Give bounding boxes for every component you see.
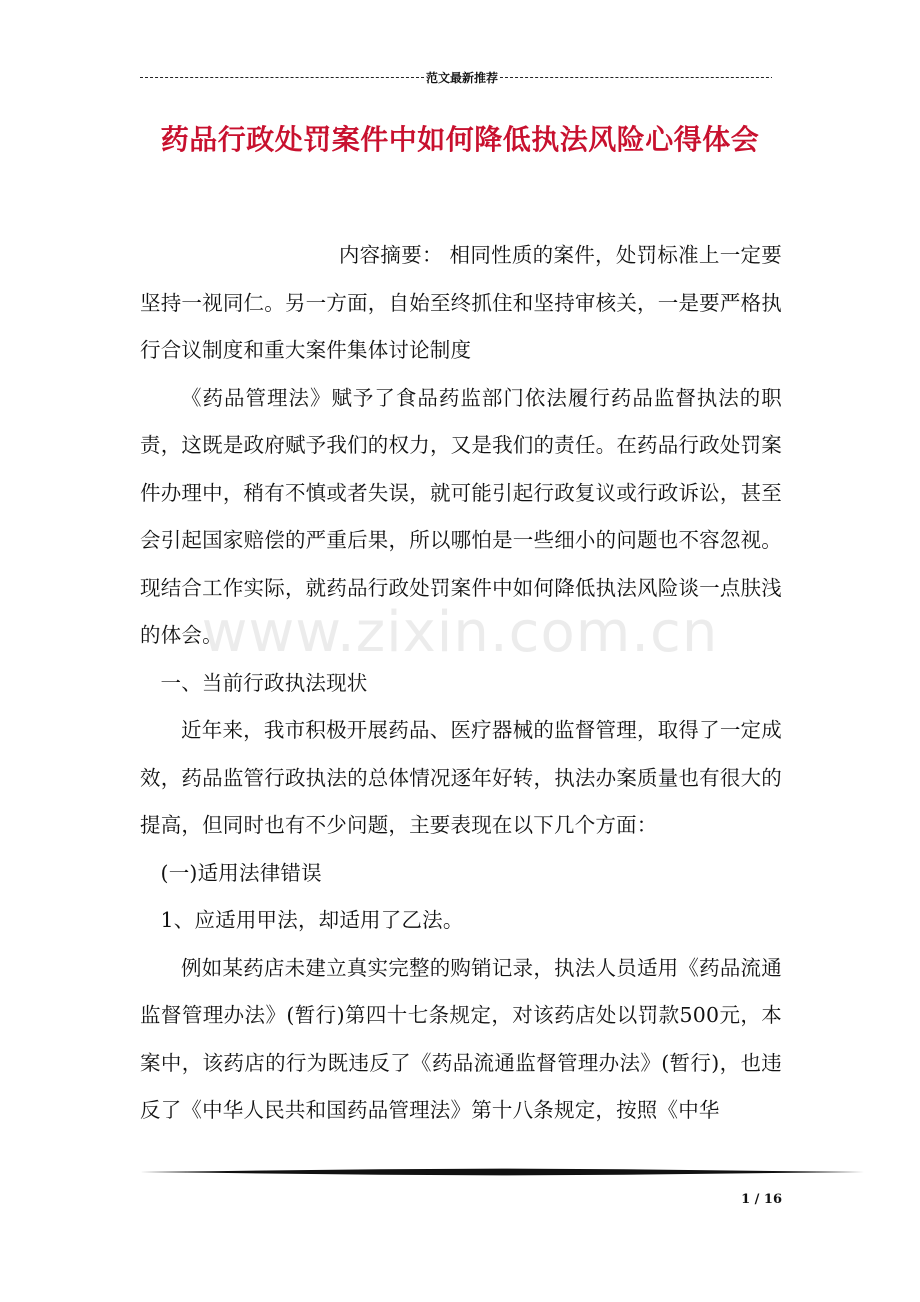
item-heading: 1、应适用甲法，却适用了乙法。: [160, 908, 464, 932]
page-number: 1 / 16: [741, 1192, 782, 1207]
header-label: 范文最新推荐: [426, 70, 499, 85]
document-title: 药品行政处罚案件中如何降低执法风险心得体会: [160, 123, 760, 156]
body-paragraph: 例如某药店未建立真实完整的购销记录，执法人员适用《药品流通监督管理办法》(暂行)第四十七条规定，对该药店处以罚款500元，本案中，该药店的行为既违反了《药品流通监督管理办法》(暂行)，也违反了《中华人民共和国药品管理法》第十八条规定，按照《中华: [140, 955, 782, 1122]
subsection-heading: (一)适用法律错误: [160, 860, 322, 885]
header-banner: [140, 66, 772, 88]
footer-divider: [140, 1168, 864, 1176]
header-dash-left: [140, 77, 424, 78]
section-heading: 一、当前行政执法现状: [160, 670, 368, 695]
watermark-text: www.zixin.com.cn: [201, 600, 719, 665]
document-body: [140, 232, 782, 1135]
summary-paragraph: 内容摘要： 相同性质的案件，处罚标准上一定要坚持一视同仁。另一方面，自始至终抓住和坚持审核关，一是要严格执行合议制度和重大案件集体讨论制度: [140, 243, 782, 362]
header-dash-right: [500, 77, 772, 78]
body-paragraph: 近年来，我市积极开展药品、医疗器械的监督管理，取得了一定成效，药品监管行政执法的总体情况逐年好转，执法办案质量也有很大的提高，但同时也有不少问题，主要表现在以下几个方面：: [140, 718, 782, 837]
body-paragraph: 《药品管理法》赋予了食品药监部门依法履行药品监督执法的职责，这既是政府赋予我们的权力，又是我们的责任。在药品行政处罚案件办理中，稍有不慎或者失误，就可能引起行政复议或行政诉讼，甚至会引起国家赔偿的严重后果，所以哪怕是一些细小的问题也不容忽视。现结合工作实际，就药品行政处罚案件中如何降低执法风险谈一点肤浅的体会。: [140, 385, 782, 647]
